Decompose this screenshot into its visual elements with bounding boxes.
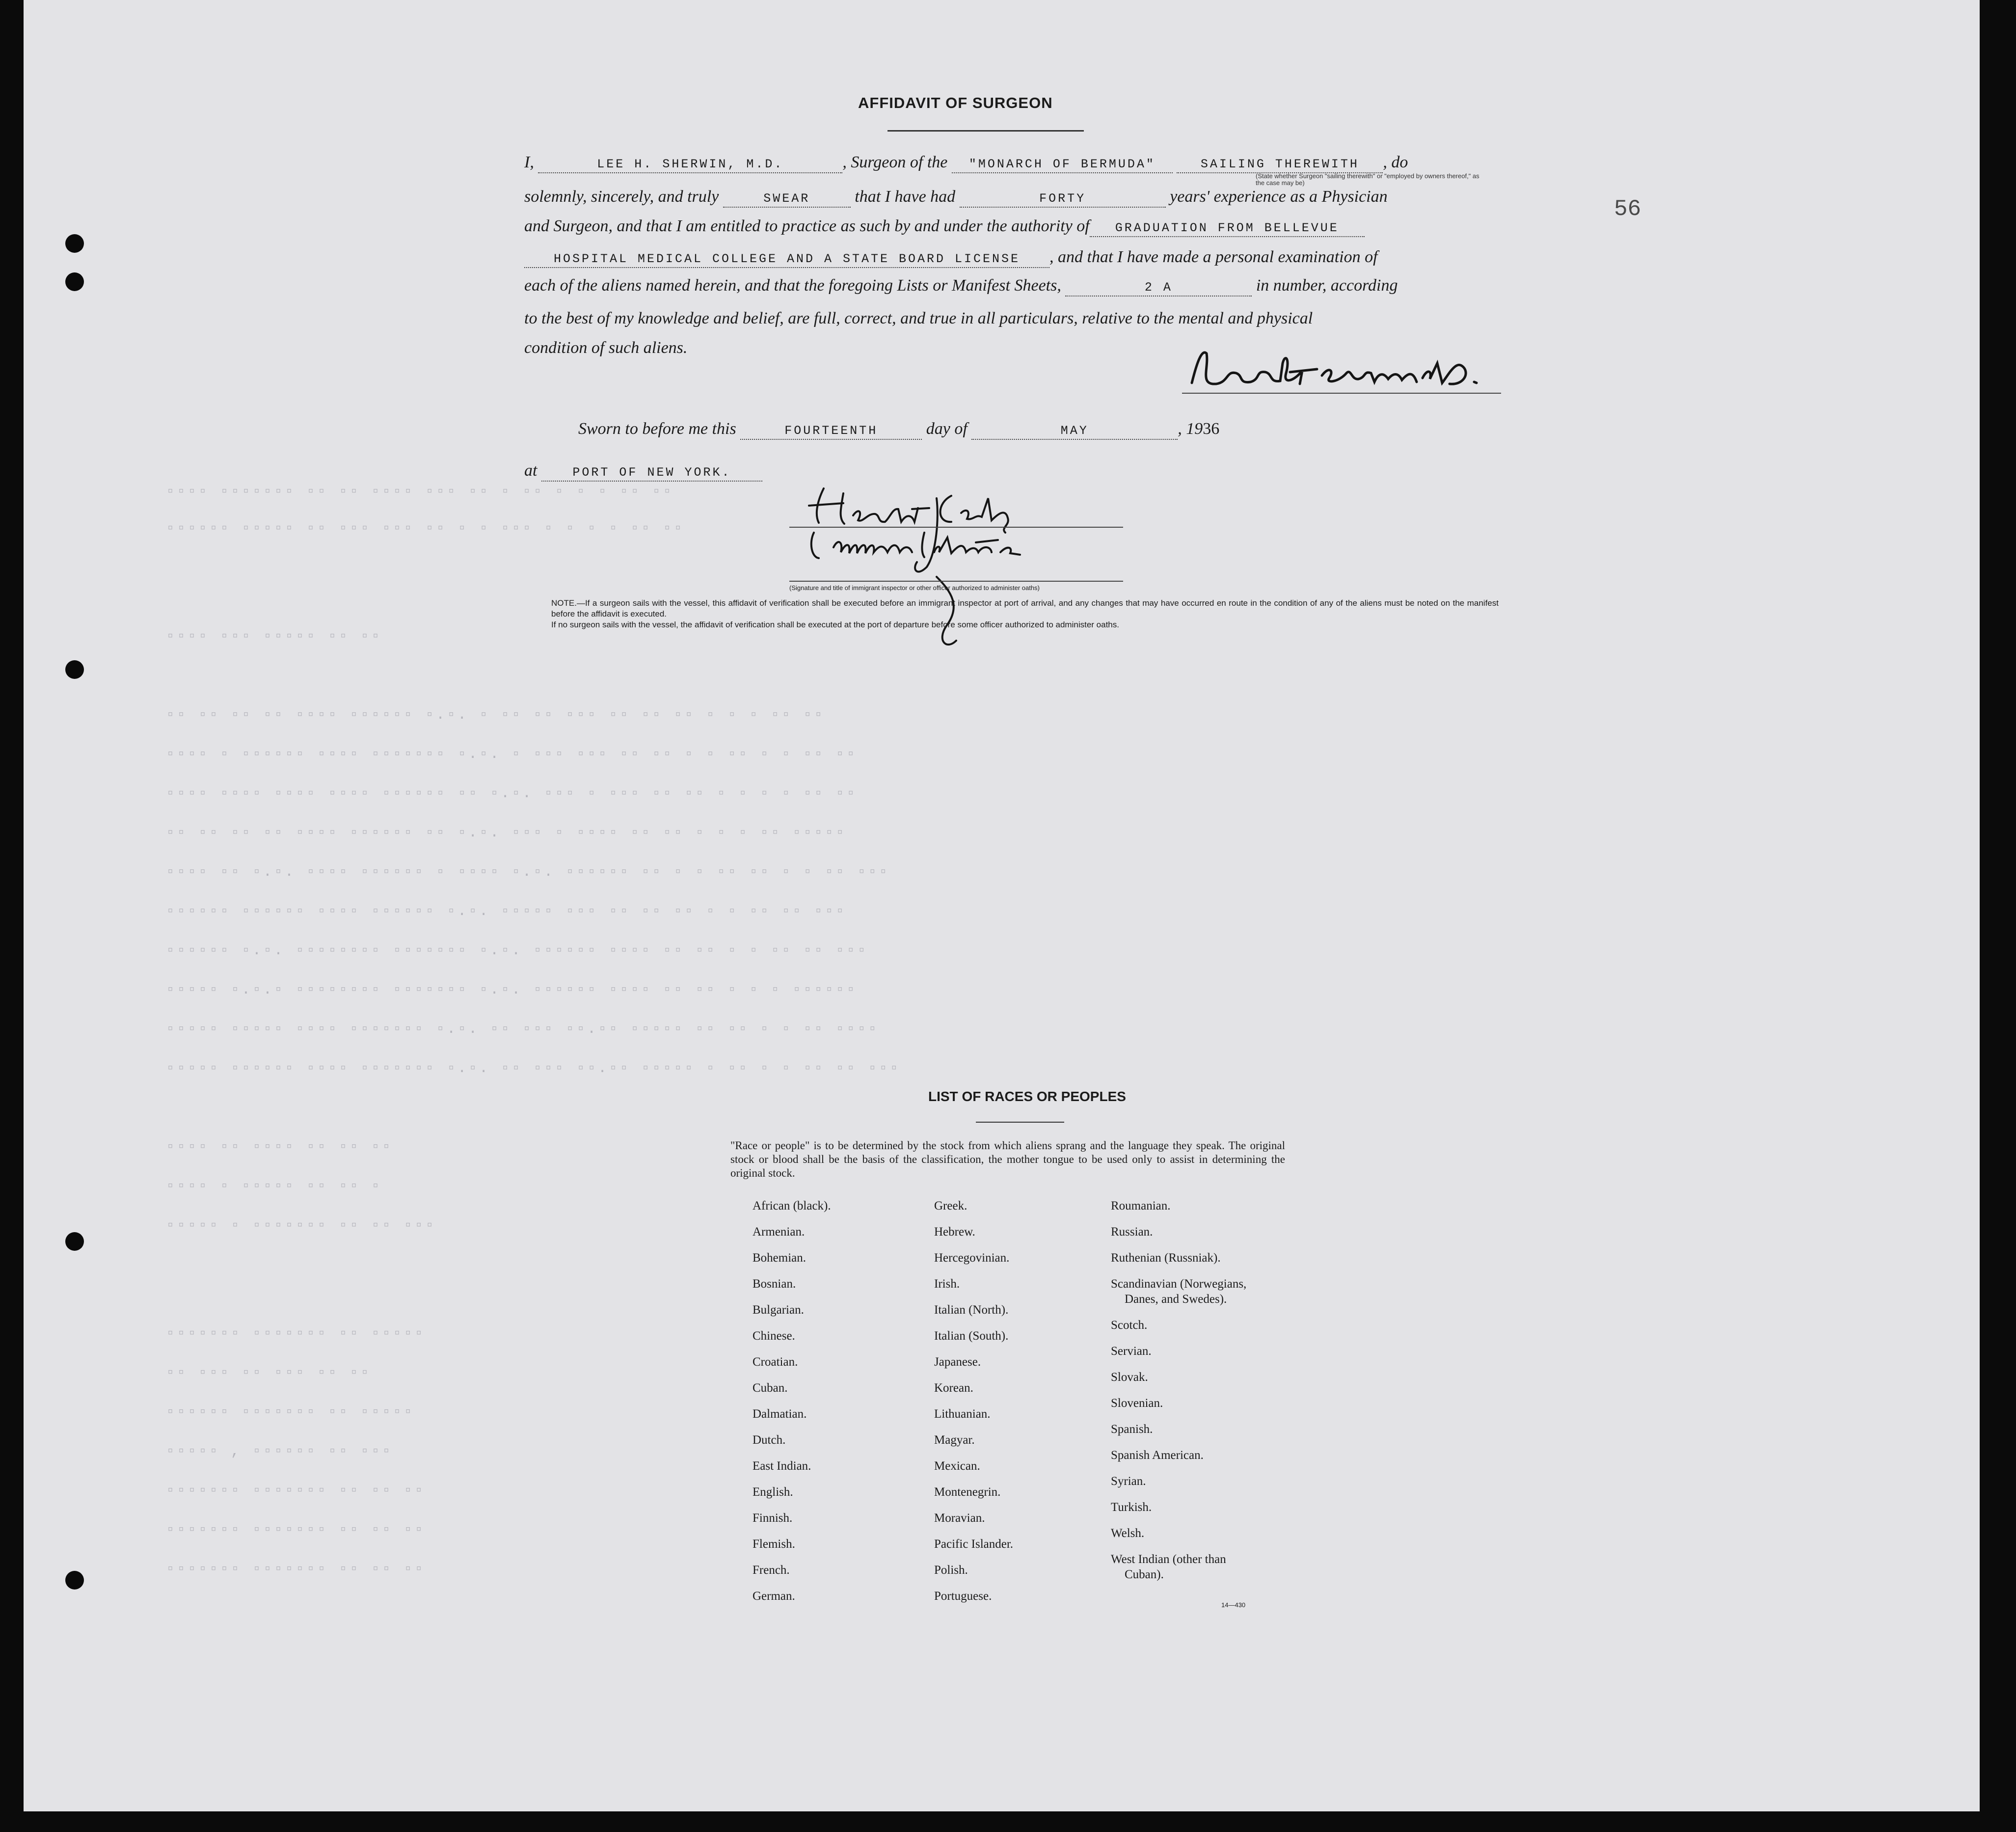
race-item: Welsh. [1111, 1527, 1145, 1540]
race-item: Croatian. [753, 1355, 798, 1369]
signature-caption: (Signature and title of immigrant inspector or other officer authorized to administer oaths) [789, 584, 1040, 592]
race-item: Italian (South). [934, 1329, 1009, 1343]
race-item: French. [753, 1563, 790, 1577]
document-title: AFFIDAVIT OF SURGEON [858, 94, 1053, 111]
surgeon-signature [1182, 344, 1486, 398]
month-field: MAY [971, 424, 1178, 440]
race-item: Bulgarian. [753, 1303, 804, 1317]
sheets-field: 2 A [1065, 280, 1252, 296]
sworn-text: Sworn to before me this [578, 420, 736, 438]
race-item: Roumanian. [1111, 1199, 1171, 1212]
affidavit-line-2 [524, 188, 1388, 208]
races-title: LIST OF RACES OR PEOPLES [928, 1089, 1126, 1104]
at-text: at [524, 461, 538, 480]
binder-hole [65, 234, 84, 253]
inspector-signature-line [789, 527, 1123, 528]
race-item: Syrian. [1111, 1475, 1146, 1488]
affidavit-line-5 [524, 276, 1398, 296]
race-item: Russian. [1111, 1225, 1153, 1239]
do-text: , do [1383, 153, 1408, 171]
race-item: Greek. [934, 1199, 968, 1212]
race-item: Mexican. [934, 1459, 980, 1473]
note-text-2: If no surgeon sails with the vessel, the affidavit of verification shall be executed at the port of departure before some officer authorized to administer oaths. [551, 620, 1119, 629]
race-item: Japanese. [934, 1355, 981, 1369]
race-item: English. [753, 1485, 793, 1499]
race-item: Moravian. [934, 1511, 985, 1525]
race-item: Slovak. [1111, 1371, 1148, 1384]
race-item: Spanish American. [1111, 1449, 1204, 1462]
solemnly-text: solemnly, sincerely, and truly [524, 188, 719, 206]
page-number: 56 [1614, 196, 1641, 222]
affidavit-line-6: to the best of my knowledge and belief, are full, correct, and true in all particulars, relative to the mental and physical [524, 309, 1313, 327]
races-column-3 [1111, 1193, 1246, 1588]
title-underline [887, 130, 1084, 132]
sworn-line [578, 420, 1219, 440]
inspector-title-line [789, 581, 1123, 582]
race-item: Spanish. [1111, 1423, 1153, 1436]
affidavit-line-1 [524, 153, 1408, 173]
race-item: East Indian. [753, 1459, 811, 1473]
sailing-status-hint: (State whether Surgeon "sailing therewith" or "employed by owners thereof," as the case may be) [1256, 172, 1479, 187]
race-item: Dalmatian. [753, 1407, 807, 1421]
binder-hole [65, 1232, 84, 1251]
binder-hole [65, 660, 84, 679]
form-number: 14—430 [1221, 1601, 1246, 1609]
note-label: NOTE. [551, 598, 577, 608]
years-experience-text: years' experience as a Physician [1170, 188, 1388, 206]
sailing-status-field: SAILING THEREWITH [1177, 157, 1383, 173]
years-field: FORTY [960, 191, 1166, 208]
races-column-1 [753, 1193, 831, 1609]
port-field: PORT OF NEW YORK. [541, 465, 762, 482]
race-item: Flemish. [753, 1537, 795, 1551]
affidavit-line-3 [524, 217, 1365, 237]
race-item: Lithuanian. [934, 1407, 991, 1421]
day-of-text: day of [926, 420, 968, 438]
race-item: Pacific Islander. [934, 1537, 1014, 1551]
race-item: Polish. [934, 1563, 968, 1577]
day-field: FOURTEENTH [740, 424, 922, 440]
surgeon-of-text: , Surgeon of the [842, 153, 948, 171]
race-item: Armenian. [753, 1225, 805, 1239]
race-item: Portuguese. [934, 1590, 992, 1603]
that-i-have-had-text: that I have had [855, 188, 956, 206]
personal-exam-text: , and that I have made a personal examination of [1049, 248, 1378, 266]
document-page: ▫▫▫▫ ▫▫▫▫▫▫▫ ▫▫ ▫▫ ▫▫▫▫ ▫▫▫ ▫▫ ▫ ▫▫ ▫ ▫ ▫ ▫▫ ▫▫ ▫▫▫▫▫▫ ▫▫▫▫▫ ▫▫ ▫▫▫ ▫▫▫ ▫▫ ▫ ▫ ▫▫▫ ▫ ▫ ▫ ▫ ▫▫ ▫▫ ▫▫▫▫ ▫▫▫ ▫▫▫▫▫ ▫▫ ▫▫ ▫▫ ▫▫ ▫▫ ▫▫ ▫▫▫▫ ▫▫▫▫▫▫ ▫.▫. ▫ ▫▫ ▫▫ ▫▫▫ ▫▫ ▫▫ ▫▫ ▫ ▫ ▫ ▫▫ ▫▫ ▫▫▫▫ ▫ ▫▫▫▫▫▫ ▫▫▫▫ ▫▫▫▫▫▫▫ ▫.▫. ▫ ▫▫▫ ▫▫▫ ▫▫ ▫▫ ▫ ▫ ▫▫ ▫ ▫ ▫▫ ▫▫ ▫▫▫▫ ▫▫▫▫ ▫▫▫▫ ▫▫▫▫ ▫▫▫▫▫▫ ▫▫ ▫.▫. ▫▫▫ ▫ ▫▫▫ ▫▫ ▫▫ ▫ ▫ ▫ ▫ ▫▫ ▫▫ ▫▫ ▫▫ ▫▫ ▫▫ ▫▫▫▫ ▫▫▫▫▫▫ ▫▫ ▫.▫. ▫▫▫ ▫ ▫▫▫▫ ▫▫ ▫▫ ▫ ▫ ▫ ▫▫ ▫▫▫▫▫ ▫▫▫▫ ▫▫ ▫.▫. ▫▫▫▫ ▫▫▫▫▫▫ ▫ ▫▫▫▫ ▫.▫. ▫▫▫▫▫▫ ▫▫ ▫ ▫ ▫▫ ▫▫ ▫ ▫ ▫▫ ▫▫▫ ▫▫▫▫▫▫ ▫▫▫▫▫▫ ▫▫▫▫ ▫▫▫▫▫▫ ▫.▫. ▫▫▫▫▫ ▫▫▫ ▫▫ ▫▫ ▫▫ ▫ ▫ ▫▫ ▫▫ ▫▫▫ ▫▫▫▫▫▫ ▫.▫. ▫▫▫▫▫▫▫▫ ▫▫▫▫▫▫▫ ▫.▫. ▫▫▫▫▫▫ ▫▫▫▫ ▫▫ ▫▫ ▫ ▫ ▫▫ ▫▫ ▫▫▫ ▫▫▫▫▫ ▫.▫.▫ ▫▫▫▫▫▫▫▫ ▫▫▫▫▫▫▫ ▫.▫. ▫▫▫▫▫▫ ▫▫▫▫ ▫▫ ▫▫ ▫ ▫ ▫ ▫▫▫▫▫▫ ▫▫▫▫▫ ▫▫▫▫▫ ▫▫▫▫ ▫▫▫▫▫▫▫ ▫.▫. ▫▫ ▫▫▫ ▫▫.▫▫ ▫▫▫▫▫ ▫▫ ▫▫ ▫ ▫ ▫▫ ▫▫▫▫ ▫▫▫▫▫ ▫▫▫▫▫▫ ▫▫▫▫ ▫▫▫▫▫▫▫ ▫.▫. ▫▫ ▫▫▫ ▫▫.▫▫ ▫▫▫▫▫ ▫ ▫▫ ▫ ▫ ▫▫ ▫▫ ▫▫▫ ▫▫▫▫ ▫▫ ▫▫▫▫ ▫▫ ▫▫ ▫▫ ▫▫▫▫ ▫ ▫▫▫▫▫ ▫▫ ▫▫ ▫ ▫▫▫▫▫ ▫ ▫▫▫▫▫▫▫ ▫▫ ▫▫ ▫▫▫ ▫▫▫▫▫▫▫ ▫▫▫▫▫▫▫ ▫▫ ▫▫▫▫▫ ▫▫ ▫▫▫ ▫▫ ▫▫▫ ▫▫ ▫▫ ▫▫▫▫▫▫ ▫▫▫▫▫▫▫ ▫▫ ▫▫▫▫▫ ▫▫▫▫▫ , ▫▫▫▫▫▫ ▫▫ ▫▫▫ ▫▫▫▫▫▫▫ ▫▫▫▫▫▫▫ ▫▫ ▫▫ ▫▫ ▫▫▫▫▫▫▫ ▫▫▫▫▫▫▫ ▫▫ ▫▫ ▫▫ ▫▫▫▫▫▫▫ ▫▫▫▫▫▫▫ ▫▫ ▫▫ ▫▫ AFFIDAVIT OF SURGEON 56 I, LEE H. SHERWIN, M.D. , Surgeon of the "MONARCH OF BERMUDA" SAILING THEREWITH , do (State whether Surgeon "sailing therewith" or "employed by owners thereof," as the case may be) solemnly, sincerely, and truly SWEAR that I have had FORTY years' experience as a Physician and Surgeon, and that I am entitled to practice as such by and under the authority of GRADUATION FROM BELLEVUE HOSPITAL MEDICAL COLLEGE AND A STATE BOARD LICENSE , and that I have made a personal examination of each of the aliens named herein, and that the foregoing Lists or Manifest Sheets, 2 A in number, according to the best of my knowledge and belief, are full, correct, and true in all particulars, relative to the mental and physical condition of such aliens. Sworn to before me this FOURTEENTH day of MAY , 1936 at PORT OF NEW YORK. (Signature and title of immigrant inspector or other officer authorized to administer oaths) NOTE.—If a surgeon sails with the vessel, this affidavit of verification shall be executed before an immigrant inspector at port of arrival, and any changes that may have occurred en route in the condition of any of the aliens must be noted on the manifest before the affidavit is executed. If no surgeon sails with the vessel, the affidavit of verification shall be executed at the port of departure before some officer authorized to administer oaths. LIST OF RACES OR PEOPLES "Race or people" is to be determined by the stock from which aliens sprang and the language they speak. The original stock or blood shall be the basis of the classification, the mother tongue to be used only to assist in determining the original stock. African (black). Armenian. Bohemian. Bosnian. Bulgarian. Chinese. Croatian. Cuban. Dalmatian. Dutch. East Indian. English. Finnish. Flemish. French. German. Greek. Hebrew. Hercegovinian. Irish. Italian (North). Italian (South). Japanese. Korean. Lithuanian. Magyar. Mexican. Montenegrin. Moravian. Pacific Islander. Polish. Portuguese. Roumanian. Russian. Ruthenian (Russniak). Scandinavian (Norwegians, Danes, and Swedes). Scotch. Servian. Slovak. Slovenian. Spanish. Spanish American. Syrian. Turkish. Welsh. West Indian (other than Cuban). 14—430 [24, 0, 1980, 1811]
race-item: Slovenian. [1111, 1397, 1163, 1410]
race-item: Bohemian. [753, 1251, 806, 1265]
authority-field-2: HOSPITAL MEDICAL COLLEGE AND A STATE BOARD LICENSE [524, 252, 1049, 268]
race-item: Servian. [1111, 1345, 1152, 1358]
inspector-signature [789, 479, 1143, 685]
race-item: Chinese. [753, 1329, 795, 1343]
oath-field: SWEAR [723, 191, 851, 208]
race-item: Cuban. [753, 1381, 788, 1395]
race-item: Montenegrin. [934, 1485, 1001, 1499]
race-item: Hebrew. [934, 1225, 975, 1239]
year-suffix: 36 [1203, 420, 1220, 438]
races-column-2 [934, 1193, 1013, 1609]
race-item: West Indian (other than [1111, 1553, 1226, 1566]
race-item: Korean. [934, 1381, 973, 1395]
vessel-name-field: "MONARCH OF BERMUDA" [952, 157, 1173, 173]
affidavit-line-4 [524, 248, 1378, 268]
port-line [524, 461, 762, 482]
race-item: Dutch. [753, 1433, 786, 1447]
pronoun: I, [524, 153, 534, 171]
binder-hole [65, 272, 84, 291]
race-item: Ruthenian (Russniak). [1111, 1251, 1221, 1265]
authority-field-1: GRADUATION FROM BELLEVUE [1090, 221, 1365, 237]
surgeon-signature-line [1182, 393, 1501, 394]
in-number-text: in number, according [1256, 276, 1398, 295]
year-prefix: , 19 [1178, 420, 1203, 438]
affidavit-line-7: condition of such aliens. [524, 339, 688, 357]
binder-hole [65, 1571, 84, 1590]
race-item: Turkish. [1111, 1501, 1152, 1514]
race-item: Italian (North). [934, 1303, 1009, 1317]
race-item: Danes, and Swedes). [1125, 1293, 1227, 1306]
surgeon-name-field: LEE H. SHERWIN, M.D. [538, 157, 842, 173]
each-alien-text: each of the aliens named herein, and that the foregoing Lists or Manifest Sheets, [524, 276, 1061, 295]
note-paragraph [551, 598, 1499, 630]
race-item: African (black). [753, 1199, 831, 1212]
races-intro: "Race or people" is to be determined by the stock from which aliens sprang and the language they speak. The original stock or blood shall be the basis of the classification, the mother tongue to be used only to assist in determining the original stock. [730, 1139, 1285, 1179]
and-surgeon-text: and Surgeon, and that I am entitled to practice as such by and under the authority of [524, 217, 1090, 235]
race-item: Hercegovinian. [934, 1251, 1010, 1265]
race-item: Magyar. [934, 1433, 975, 1447]
note-text-1: —If a surgeon sails with the vessel, this affidavit of verification shall be executed before an immigrant inspector at port of arrival, and any changes that may have occurred en route in the condition of any of the aliens must be noted on the manifest before the affidavit is executed. [551, 598, 1499, 619]
races-title-underline [976, 1122, 1064, 1123]
race-item: Finnish. [753, 1511, 793, 1525]
race-item: Irish. [934, 1277, 960, 1291]
race-item: German. [753, 1590, 795, 1603]
race-item: Scandinavian (Norwegians, [1111, 1277, 1247, 1291]
race-item: Cuban). [1125, 1568, 1164, 1581]
race-item: Scotch. [1111, 1319, 1148, 1332]
race-item: Bosnian. [753, 1277, 796, 1291]
